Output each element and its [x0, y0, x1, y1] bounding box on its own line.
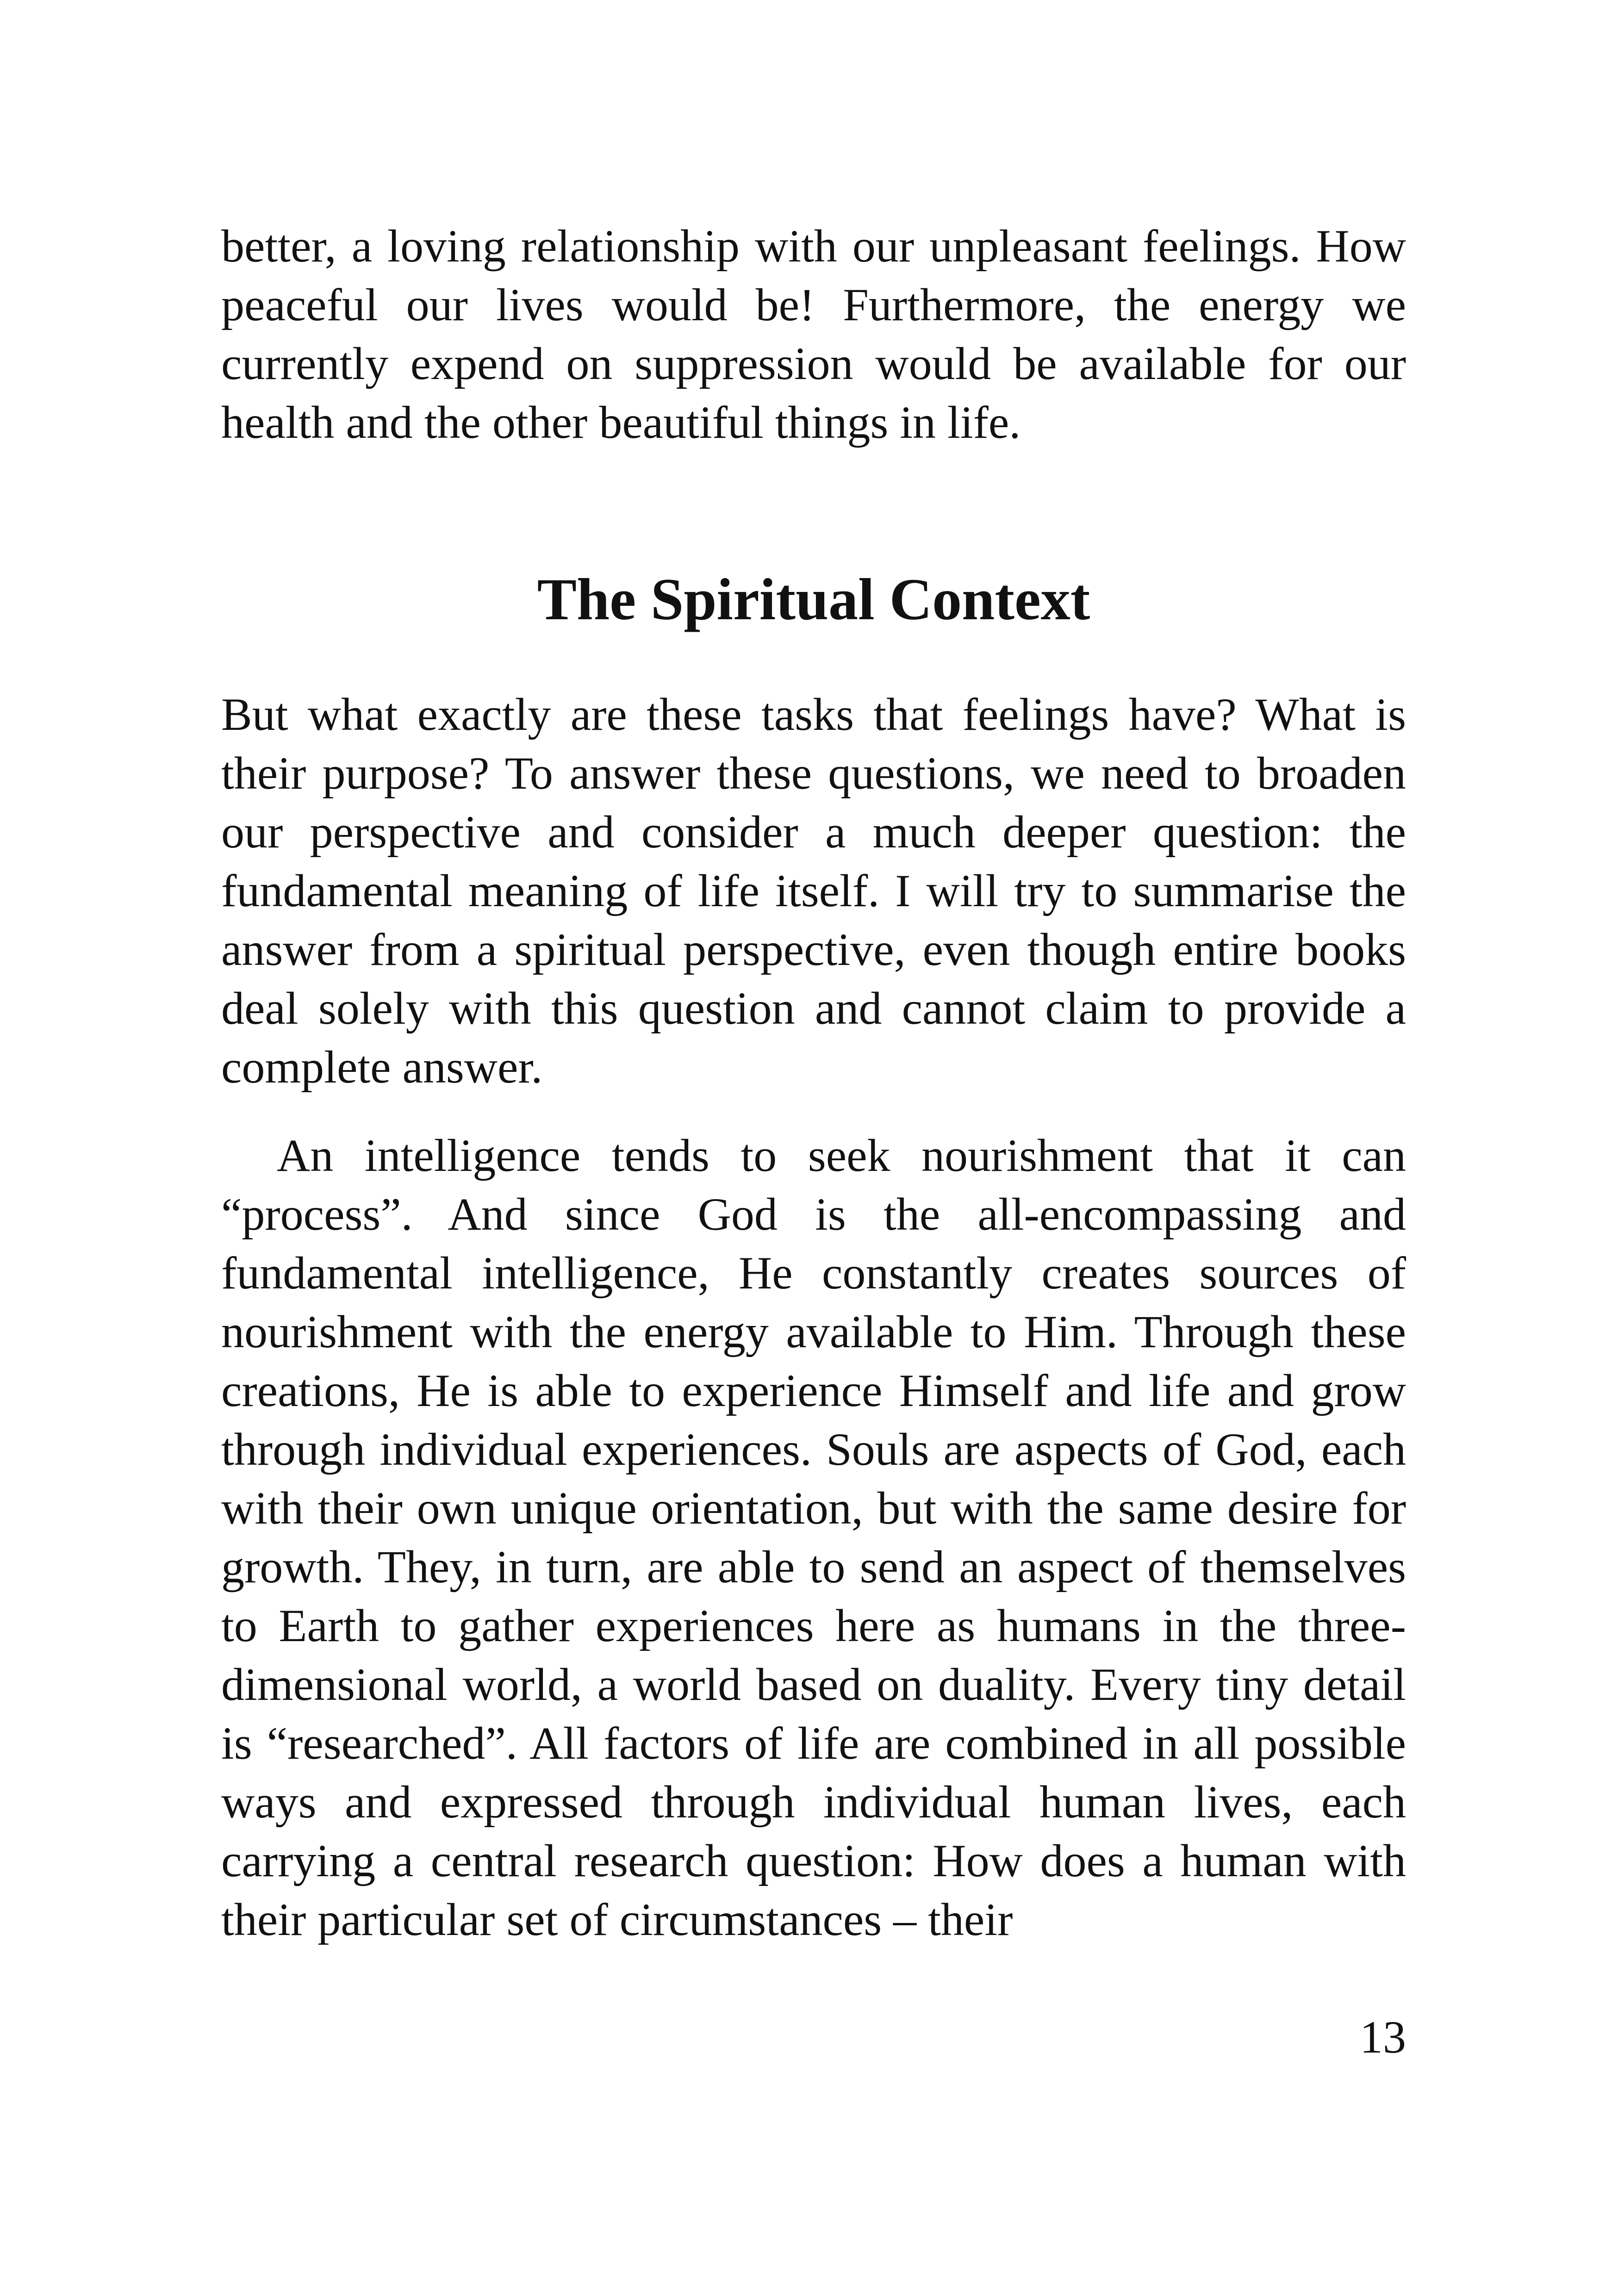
continued-paragraph: better, a loving relationship with our unpleasant feelings. How peaceful our lives would be! Furthermore, the energy we currently expend on suppression would be available for our health and the other beautiful things in life. — [221, 220, 1406, 448]
page-number: 13 — [1360, 2011, 1406, 2063]
section-heading: The Spiritual Context — [537, 566, 1090, 632]
paragraph-1: But what exactly are these tasks that feelings have? What is their purpose? To answer these questions, we need to broaden our perspective and consider a much deeper question: the fundamental meaning of life itself. I will try to summarise the answer from a spiritual perspective, even though entire books deal solely with this question and cannot claim to provide a complete answer. — [221, 689, 1406, 1093]
paragraph-2: An intelligence tends to seek nourishment that it can “process”. And since God is the all-encompassing and fundamental intelligence, He constantly creates sources of nourishment with the energy available to Him. Through these creations, He is able to experience Himself and life and grow through individual experiences. Souls are aspects of God, each with their own unique orientation, but with the same desire for growth. They, in turn, are able to send an aspect of themselves to Earth to gather experiences here as humans in the three-dimensional world, a world based on duality. Every tiny detail is “researched”. All factors of life are combined in all possible ways and expressed through individual human lives, each carrying a central research question: How does a human with their particular set of circumstances – their — [221, 1130, 1406, 1945]
